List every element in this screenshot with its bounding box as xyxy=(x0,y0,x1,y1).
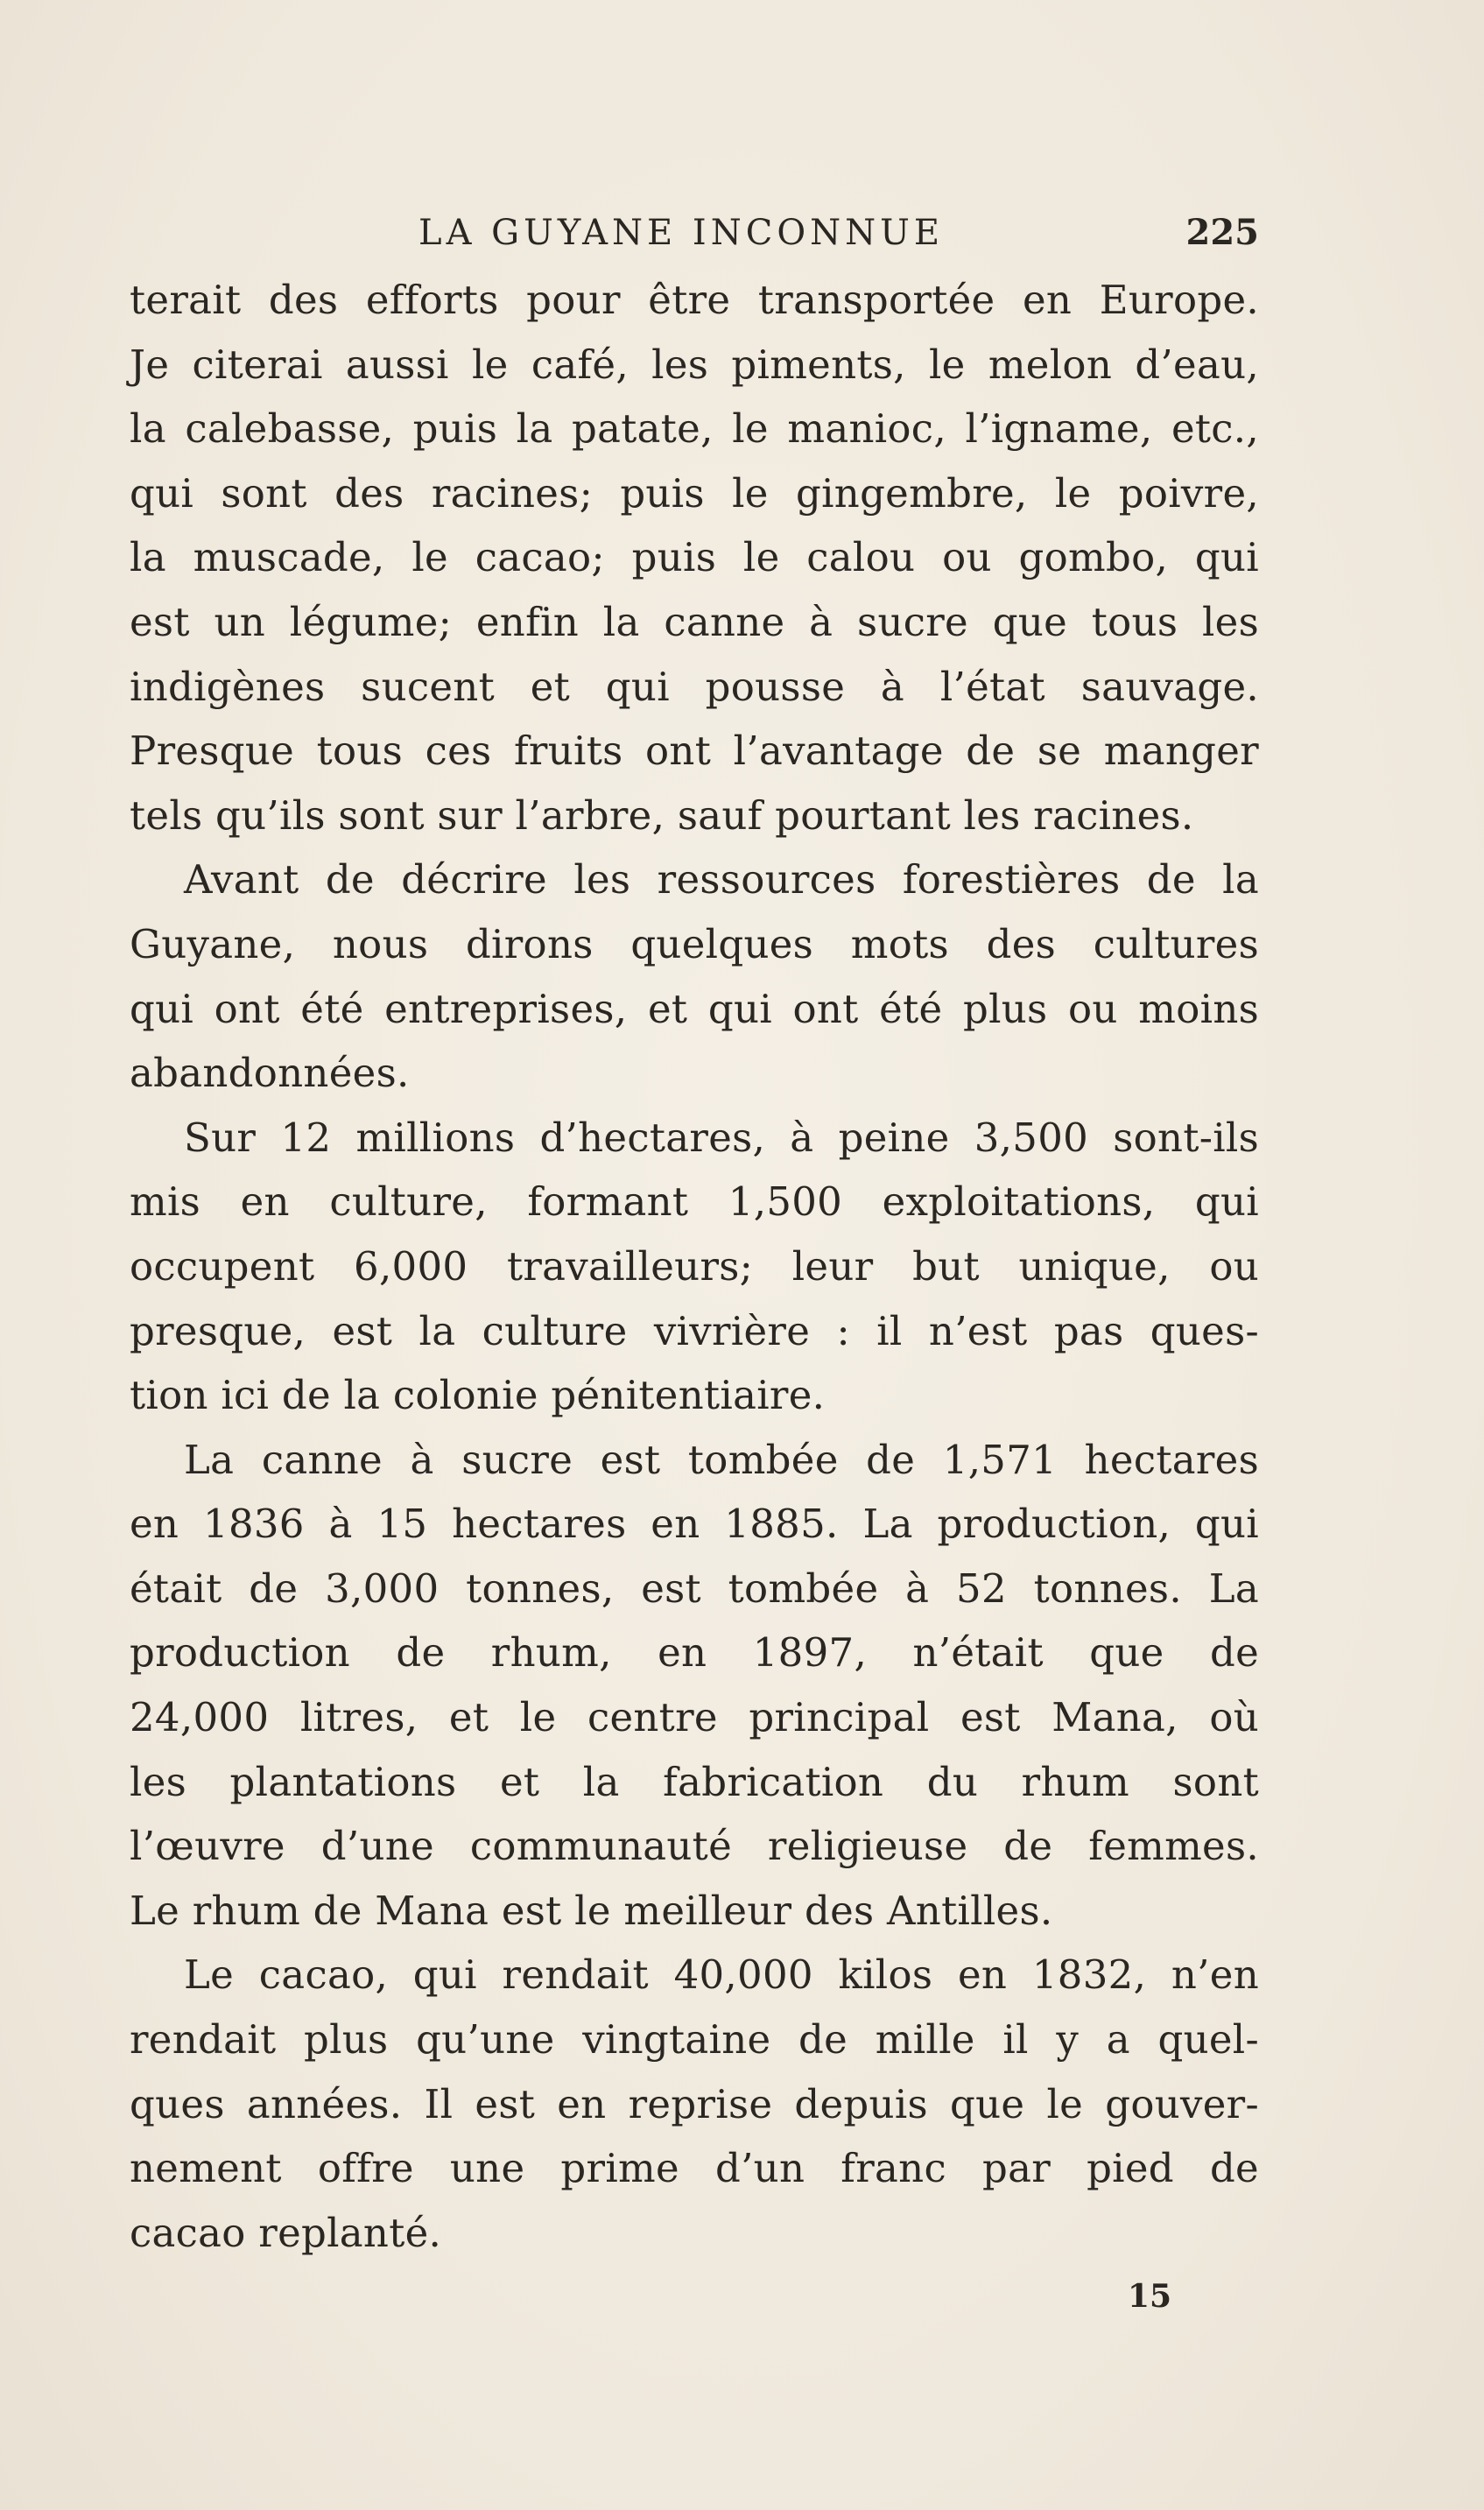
text-line: Le rhum de Mana est le meilleur des Antilles. xyxy=(130,1887,1053,1934)
text-line: l’œuvre d’une communauté religieuse de femmes. xyxy=(130,1823,1259,1870)
text-line: rendait plus qu’une vingtaine de mille il y a quel- xyxy=(130,2016,1259,2064)
text-line: qui ont été entreprises, et qui ont été plus ou moins xyxy=(130,985,1259,1032)
text-line: indigènes sucent et qui pousse à l’état sauvage. xyxy=(130,663,1259,710)
text-line: était de 3,000 tonnes, est tombée à 52 tonnes. La xyxy=(130,1564,1259,1612)
page-header xyxy=(130,207,1259,259)
text-line: occupent 6,000 travailleurs; leur but unique, ou xyxy=(130,1242,1259,1290)
text-line: tels qu’ils sont sur l’arbre, sauf pourtant les racines. xyxy=(130,791,1194,839)
text-line: production de rhum, en 1897, n’était que de xyxy=(130,1629,1259,1677)
text-line: Sur 12 millions d’hectares, à peine 3,500 sont-ils xyxy=(184,1114,1259,1161)
text-line: La canne à sucre est tombée de 1,571 hectares xyxy=(184,1436,1259,1483)
body-text xyxy=(130,268,1259,2265)
text-line: mis en culture, formant 1,500 exploitations, qui xyxy=(130,1178,1259,1226)
signature-mark: 15 xyxy=(1128,2278,1172,2315)
text-line: ques années. Il est en reprise depuis que le gouver- xyxy=(130,2080,1259,2127)
text-line: cacao replanté. xyxy=(130,2209,442,2256)
text-line: la muscade, le cacao; puis le calou ou gombo, qui xyxy=(130,534,1259,581)
text-line: la calebasse, puis la patate, le manioc, l’igname, etc., xyxy=(130,405,1259,453)
running-title: LA GUYANE INCONNUE xyxy=(418,213,945,253)
text-line: 24,000 litres, et le centre principal est Mana, où xyxy=(130,1694,1259,1741)
text-line: les plantations et la fabrication du rhum sont xyxy=(130,1758,1259,1805)
text-line: Avant de décrire les ressources forestières de la xyxy=(184,856,1259,903)
text-line: Guyane, nous dirons quelques mots des cultures xyxy=(130,920,1259,967)
text-line: Je citerai aussi le café, les piments, le melon d’eau, xyxy=(130,341,1259,388)
text-line: presque, est la culture vivrière : il n’est pas ques- xyxy=(130,1307,1259,1354)
text-line: terait des efforts pour être transportée en Europe. xyxy=(130,277,1259,323)
text-line: qui sont des racines; puis le gingembre, le poivre, xyxy=(130,469,1259,517)
text-line: Le cacao, qui rendait 40,000 kilos en 1832, n’en xyxy=(184,1951,1259,1999)
text-line: abandonnées. xyxy=(130,1050,410,1097)
text-line: Presque tous ces fruits ont l’avantage de se manger xyxy=(130,728,1259,775)
text-line: tion ici de la colonie pénitentiaire. xyxy=(130,1372,826,1419)
text-line: est un légume; enfin la canne à sucre que tous les xyxy=(130,598,1259,645)
page-number: 225 xyxy=(1185,212,1259,253)
text-line: nement offre une prime d’un franc par pied de xyxy=(130,2145,1259,2192)
text-line: en 1836 à 15 hectares en 1885. La production, qui xyxy=(130,1501,1259,1548)
